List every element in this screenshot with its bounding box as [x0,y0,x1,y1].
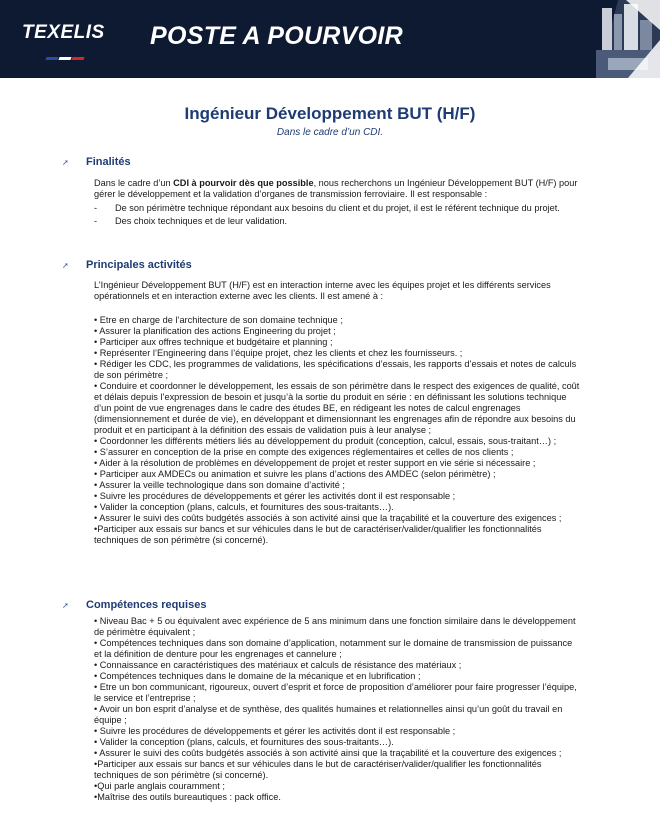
list-item: •Participer aux essais sur bancs et sur véhicules dans le but de caractériser/valider/qualifier les fonctionnalités techniques de son périmètre (si concerné). [94,524,542,545]
list-item: • Coordonner les différents métiers liés au développement du produit (conception, calcul, essais, sous-traitant…) ; [94,436,557,446]
logo-flag-stripes [46,47,88,53]
list-item: • Assurer la veille technologique dans son domaine d’activité ; [94,480,345,490]
section-heading-text: Principales activités [86,259,192,271]
list-item: • Participer aux AMDECs ou animation et suivre les plans d’actions des AMDEC (selon périmètre) ; [94,469,496,479]
list-item: • Rédiger les CDC, les programmes de validations, les spécifications d’essais, les rapports d’essais et notes de calculs de son périmètre ; [94,359,577,380]
section-heading-text: Finalités [86,156,131,168]
list-item: •Qui parle anglais couramment ; [94,781,225,791]
activites-intro: L’Ingénieur Développement BUT (H/F) est en interaction interne avec les équipes projet et les différents services opérationnels et en interaction externe avec les clients. Il est amené à : [94,280,551,301]
competences-content [94,616,582,803]
list-item: •Maîtrise des outils bureautiques : pack office. [94,792,281,802]
list-item: • Suivre les procédures de développements et gérer les activités dont il est responsable ; [94,491,456,501]
list-item: • Compétences techniques dans le domaine de la mécanique et en lubrification ; [94,671,421,681]
list-item: • Avoir un bon esprit d’analyse et de synthèse, des qualités humaines et relationnelles ainsi qu’un goût du travail en équipe ; [94,704,563,725]
list-item: • Conduire et coordonner le développement, les essais de son périmètre dans le respect des exigences de qualité, coût et délais depuis l’expression de besoin et jusqu’à la sortie du produit en série : en définissant les solutions technique d’un point de vue engrenages dans le cadre des études BE, en rédigeant les notes de calcul engrenages (dimensionnement et durée de vie), en développant et dimensionnant les engrenages afin de répondre aux besoins du produit et en participant à la définition des essais de validation puis à leur analyse ; [94,381,580,435]
job-subtitle: Dans le cadre d’un CDI. [276,127,384,138]
activites-content [94,280,582,546]
job-title: Ingénieur Développement BUT (H/F) [184,104,476,123]
finalites-content [94,178,582,227]
list-item: • Connaissance en caractéristiques des matériaux et calculs de résistance des matériaux ; [94,660,462,670]
section-heading-text: Compétences requises [86,599,207,611]
section-heading-competences [62,599,206,611]
list-item: • Valider la conception (plans, calculs, et fournitures des sous-traitants…). [94,502,394,512]
activites-list [94,315,582,546]
list-item: • Suivre les procédures de développements et gérer les activités dont il est responsable ; [94,726,456,736]
list-item: • Participer aux offres technique et budgétaire et planning ; [94,337,333,347]
page-title: POSTE A POURVOIR [150,22,403,50]
arrow-bullet-icon: ➚ [62,261,69,270]
list-item: • Compétences techniques dans son domaine d’application, notamment sur le domaine de transmission de puissance et la définition de denture pour les engrenages et cannelure ; [94,638,573,659]
header-banner [0,0,660,78]
list-item: • Aider à la résolution de problèmes en développement de projet et rester support en vie série si nécessaire ; [94,458,536,468]
section-heading-activites [62,259,192,271]
company-logo: TEXELIS [22,22,105,43]
list-item: • Assurer le suivi des coûts budgétés associés à son activité ainsi que la traçabilité et la couverture des exigences ; [94,513,562,523]
finalites-item: - Des choix techniques et de leur validation. [94,216,582,227]
list-item: • Niveau Bac + 5 ou équivalent avec expérience de 5 ans minimum dans une fonction similaire dans le développement de périmètre équivalent ; [94,616,576,637]
cdi-highlight: CDI à pourvoir dès que possible [173,178,314,188]
finalites-intro: Dans le cadre d’un CDI à pourvoir dès que possible, nous recherchons un Ingénieur Développement BUT (H/F) pour gérer le développement et la validation d’organes de transmission ferroviaire. Il est responsable : [94,178,578,199]
header-photo [588,0,660,78]
list-item: •Participer aux essais sur bancs et sur véhicules dans le but de caractériser/valider/qualifier les fonctionnalités techniques de son périmètre (si concerné). [94,759,542,780]
finalites-item: - De son périmètre technique répondant aux besoins du client et du projet, il est le référent technique du projet. [94,203,582,214]
list-item: • Représenter l’Engineering dans l’équipe projet, chez les clients et chez les fournisseurs. ; [94,348,463,358]
list-item: • S’assurer en conception de la prise en compte des exigences réglementaires et celles de nos clients ; [94,447,514,457]
arrow-bullet-icon: ➚ [62,601,69,610]
list-item: • Etre en charge de l’architecture de son domaine technique ; [94,315,343,325]
list-item: • Etre un bon communicant, rigoureux, ouvert d’esprit et force de proposition d’améliorer pour faire progresser l’équipe, le service et l’entreprise ; [94,682,577,703]
section-heading-finalites [62,156,131,168]
list-item: • Valider la conception (plans, calculs, et fournitures des sous-traitants…). [94,737,394,747]
arrow-bullet-icon: ➚ [62,158,69,167]
list-item: • Assurer la planification des actions Engineering du projet ; [94,326,336,336]
list-item: • Assurer le suivi des coûts budgétés associés à son activité ainsi que la traçabilité et la couverture des exigences ; [94,748,562,758]
